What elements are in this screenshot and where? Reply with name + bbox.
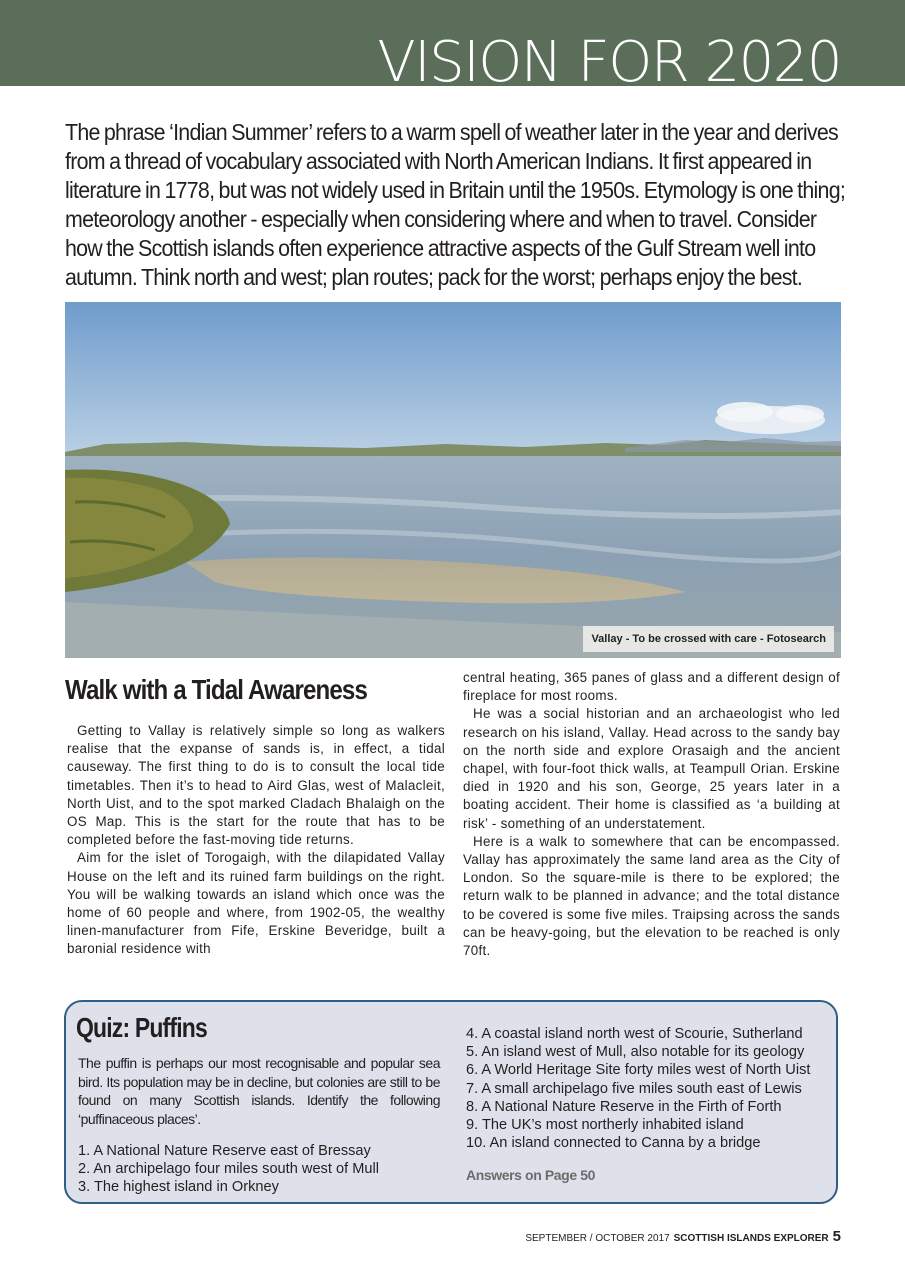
quiz-intro: The puffin is perhaps our most recognisable and popular sea bird. Its population may be in decline, but colonies are still to be found on many Scottish islands. Identify the following ‘puffinaceous places’.: [78, 1055, 440, 1127]
quiz-question: 7. A small archipelago five miles south east of Lewis: [466, 1080, 802, 1097]
page-footer: [525, 1228, 841, 1245]
page-title: VISION FOR 2020: [377, 30, 841, 95]
article-paragraph: Here is a walk to somewhere that can be encompassed. Vallay has approximately the same land area as the City of London. So the square-mile is there to be explored; the return walk to be planned in advance; and the total distance to be covered is some five miles. Traipsing across the sands can be heavy-going, but the elevation to be reached is only 70ft.: [463, 833, 840, 959]
quiz-question: 4. A coastal island north west of Scourie, Sutherland: [466, 1026, 803, 1042]
quiz-question: 5. An island west of Mull, also notable for its geology: [466, 1044, 805, 1061]
intro-paragraph: The phrase ‘Indian Summer’ refers to a warm spell of weather later in the year and derives from a thread of vocabulary associated with North American Indians. It first appeared in literature in 1778, but was not widely used in Britain until the 1950s. Etymology is one thing; meteorology another - especially when considering where and when to travel. Consider how the Scottish islands often experience attractive aspects of the Gulf Stream well into autumn. Think north and west; plan routes; pack for the worst; perhaps enjoy the best.: [65, 119, 846, 290]
page-number: 5: [832, 1228, 841, 1245]
header-banner: [0, 0, 905, 95]
quiz-box: [64, 1000, 838, 1204]
article-paragraph: He was a social historian and an archaeologist who led research on his island, Vallay. Head across to the sandy bay on the north side and explore Orasaigh and the ancient chapel, with four-foot thick walls, at Teampull Orian. Erskine died in 1920 and his son, George, 25 years later in a boating accident. Their home is classified as ‘a building at risk’ - something of an understatement.: [463, 706, 840, 831]
article-paragraph: Aim for the islet of Torogaigh, with the dilapidated Vallay House on the left and its ruined farm buildings on the right. You will be walking towards an island which once was the home of 60 people and where, from 1902-05, the wealthy linen-manufacturer from Fife, Erskine Beveridge, built a baronial residence with: [67, 850, 445, 957]
quiz-answers-note: Answers on Page 50: [466, 1167, 595, 1183]
article-paragraph: central heating, 365 panes of glass and a different design of fireplace for most rooms.: [463, 670, 840, 704]
footer-issue: SEPTEMBER / OCTOBER 2017: [525, 1233, 670, 1244]
quiz-question: 2. An archipelago four miles south west of Mull: [78, 1161, 379, 1178]
tidal-sands-image: [65, 302, 841, 658]
quiz-questions-right: [466, 1025, 810, 1152]
article-column-left: [67, 722, 445, 959]
quiz-question: 9. The UK’s most northerly inhabited island: [466, 1117, 744, 1134]
quiz-question: 1. A National Nature Reserve east of Bressay: [78, 1143, 371, 1159]
quiz-question: 10. An island connected to Canna by a bridge: [466, 1135, 761, 1152]
quiz-question: 6. A World Heritage Site forty miles west of North Uist: [466, 1062, 811, 1079]
quiz-questions-left: [78, 1142, 379, 1197]
footer-magazine: SCOTTISH ISLANDS EXPLORER: [673, 1233, 829, 1244]
quiz-question: 8. A National Nature Reserve in the Firth of Forth: [466, 1098, 782, 1115]
photo-caption: Vallay - To be crossed with care - Fotosearch: [583, 626, 834, 652]
article-paragraph: Getting to Vallay is relatively simple so long as walkers realise that the expanse of sands is, in effect, a tidal causeway. The first thing to do is to consult the local tide timetables. Then it’s to head to Aird Glas, west of Malacleit, North Uist, and to the spot marked Cladach Bhalaigh on the OS Map. This is the start for the route that has to be completed before the fast-moving tide returns.: [67, 723, 445, 848]
article-title: Walk with a Tidal Awareness: [65, 674, 367, 705]
quiz-question: 3. The highest island in Orkney: [78, 1179, 279, 1196]
quiz-title: Quiz: Puffins: [76, 1012, 207, 1043]
landscape-photo: [65, 302, 841, 658]
article-column-right: [463, 669, 840, 960]
